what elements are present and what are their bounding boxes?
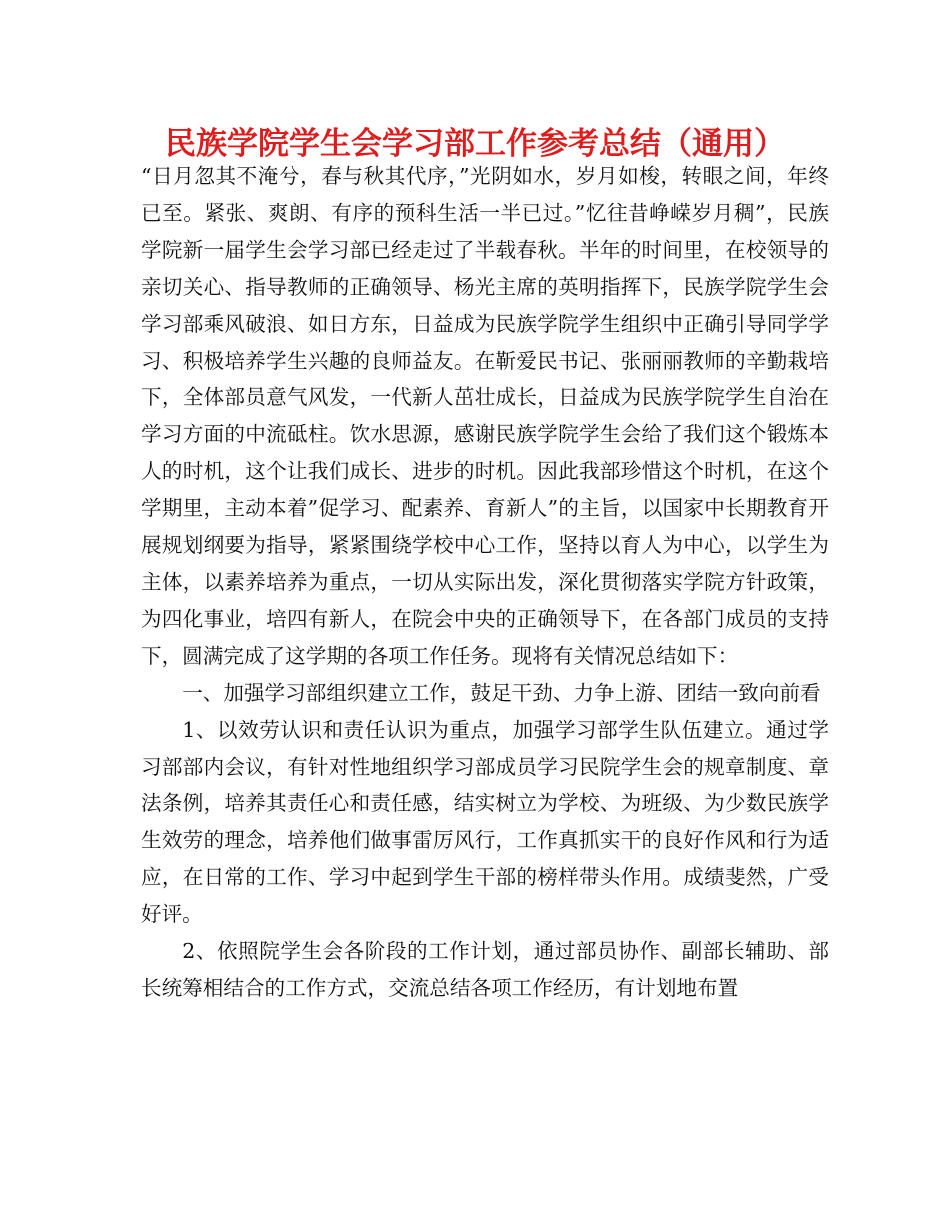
- paragraph-section-heading: 一、加强学习部组织建立工作，鼓足干劲、力争上游、团结一致向前看: [182, 680, 821, 705]
- document-body: [141, 158, 829, 1007]
- paragraph-intro: “日月忽其不淹兮，春与秋其代序，”光阴如水，岁月如梭，转眼之间，年终已至。紧张、爽朗、有序的预科生活一半已过。”忆往昔峥嵘岁月稠”，民族学院新一届学生会学习部已经走过了半载春秋。半年的时间里，在校领导的亲切关心、指导教师的正确领导、杨光主席的英明指挥下，民族学院学生会学习部乘风破浪、如日方东，日益成为民族学院学生组织中正确引导同学学习、积极培养学生兴趣的良师益友。在靳爱民书记、张丽丽教师的辛勤栽培下，全体部员意气风发，一代新人茁壮成长，日益成为民族学院学生自治在学习方面的中流砥柱。饮水思源，感谢民族学院学生会给了我们这个锻炼本人的时机，这个让我们成长、进步的时机。因此我部珍惜这个时机，在这个学期里，主动本着”促学习、配素养、育新人”的主旨，以国家中长期教育开展规划纲要为指导，紧紧围绕学校中心工作，坚持以育人为中心，以学生为主体，以素养培养为重点，一切从实际出发，深化贯彻落实学院方针政策，为四化事业，培四有新人，在院会中央的正确领导下，在各部门成员的支持下，圆满完成了这学期的各项工作任务。现将有关情况总结如下：: [141, 164, 829, 668]
- document-title: 民族学院学生会学习部工作参考总结（通用）: [165, 126, 785, 162]
- paragraph-item-2: 2、依照院学生会各阶段的工作计划，通过部员协作、副部长辅助、部长统筹相结合的工作方式，交流总结各项工作经历，有计划地布置: [141, 939, 829, 1000]
- paragraph-item-1: 1、以效劳认识和责任认识为重点，加强学习部学生队伍建立。通过学习部部内会议，有针对性地组织学习部成员学习民院学生会的规章制度、章法条例，培养其责任心和责任感，结实树立为学校、为班级、为少数民族学生效劳的理念，培养他们做事雷厉风行，工作真抓实干的良好作风和行为适应，在日常的工作、学习中起到学生干部的榜样带头作用。成绩斐然，广受好评。: [141, 717, 829, 927]
